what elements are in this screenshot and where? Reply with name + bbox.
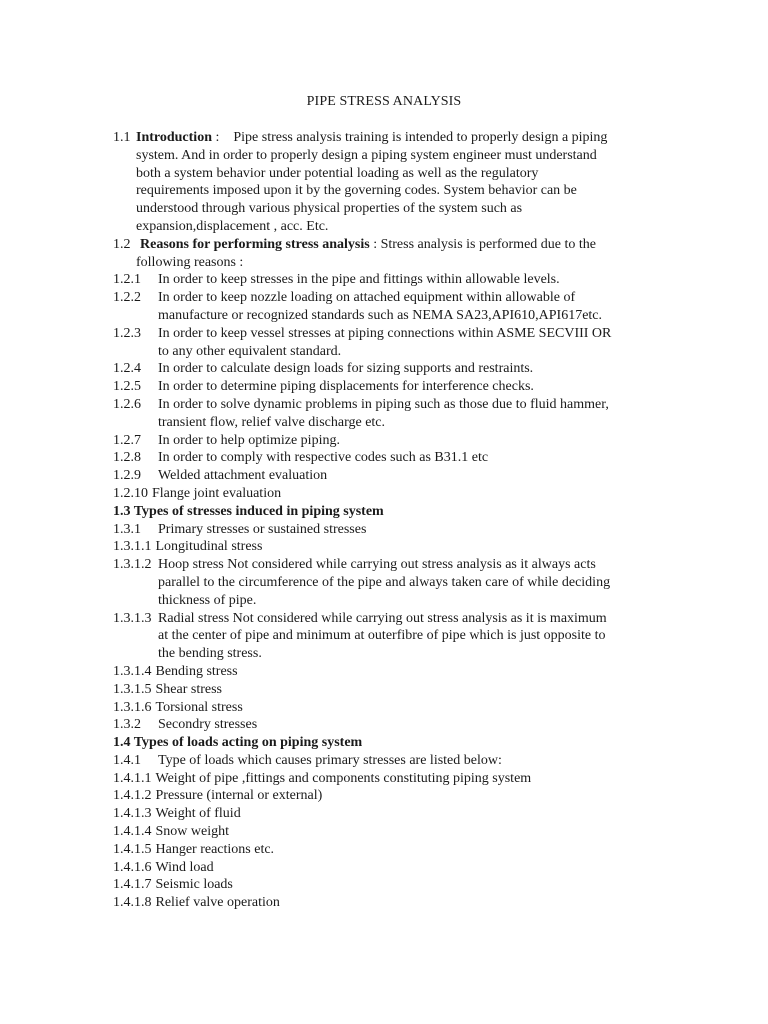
list-item <box>113 752 653 770</box>
item-number: 1.4.1.2 <box>113 788 152 804</box>
item-number: 1.4.1.6 <box>113 859 152 875</box>
item-number: 1.2.3 <box>113 325 141 341</box>
list-item <box>113 823 653 841</box>
item-number: 1.2.1 <box>113 272 141 288</box>
list-item-continuation <box>113 592 653 610</box>
item-number: 1.2.7 <box>113 432 141 448</box>
item-number: 1.3.1.5 <box>113 681 152 697</box>
paragraph-line: following reasons : <box>136 254 244 270</box>
item-number <box>113 592 158 610</box>
section-1-2 <box>113 236 653 254</box>
heading-separator: : <box>369 236 381 252</box>
paragraph-line: requirements imposed upon it by the governing codes. System behavior can be <box>136 183 577 199</box>
item-text: transient flow, relief valve discharge etc. <box>158 414 386 430</box>
section-number: 1.1 <box>113 130 131 145</box>
item-number: 1.3.1.3 <box>113 610 152 626</box>
list-item <box>113 681 653 699</box>
list-item <box>113 663 653 681</box>
item-text: In order to keep stresses in the pipe and fittings within allowable levels. <box>158 272 560 288</box>
item-text: Shear stress <box>155 681 222 697</box>
item-number <box>113 574 158 592</box>
section-1-1 <box>113 129 653 147</box>
list-item <box>113 770 653 788</box>
list-item <box>113 610 653 628</box>
paragraph-line: Pipe stress analysis training is intended to properly design a piping <box>233 130 608 145</box>
section-heading: 1.4 Types of loads acting on piping system <box>113 735 363 751</box>
item-text: Primary stresses or sustained stresses <box>158 521 367 537</box>
list-item <box>113 859 653 877</box>
list-item <box>113 521 653 539</box>
paragraph-line: expansion,displacement , acc. Etc. <box>136 218 329 234</box>
paragraph-line: Stress analysis is performed due to the <box>380 236 596 252</box>
list-item <box>113 325 653 343</box>
item-number: 1.4.1.3 <box>113 806 152 822</box>
list-item-continuation <box>113 414 653 432</box>
list-item <box>113 805 653 823</box>
item-number <box>113 414 158 432</box>
item-number: 1.2.5 <box>113 379 141 395</box>
item-number: 1.2.2 <box>113 290 141 306</box>
item-text: thickness of pipe. <box>158 592 257 608</box>
item-number: 1.4.1.7 <box>113 877 152 893</box>
list-item <box>113 699 653 717</box>
item-text: In order to keep vessel stresses at piping connections within ASME SECVIII OR <box>158 325 612 341</box>
list-item <box>113 876 653 894</box>
item-text: Flange joint evaluation <box>152 485 282 501</box>
list-item <box>113 556 653 574</box>
list-item <box>113 538 653 556</box>
item-number: 1.2.10 <box>113 485 148 501</box>
item-number: 1.2.8 <box>113 450 141 466</box>
item-text: Hanger reactions etc. <box>155 841 275 857</box>
list-item <box>113 449 653 467</box>
item-number <box>113 343 158 361</box>
item-text: Weight of pipe ,fittings and components constituting piping system <box>155 770 532 786</box>
item-text: Pressure (internal or external) <box>155 788 323 804</box>
item-text: Weight of fluid <box>155 806 241 822</box>
list-item <box>113 894 653 912</box>
section-number: 1.2 <box>113 236 131 252</box>
item-number <box>113 645 158 663</box>
list-item <box>113 289 653 307</box>
list-item <box>113 396 653 414</box>
list-item <box>113 271 653 289</box>
list-item-continuation <box>113 645 653 663</box>
document-body <box>113 129 653 912</box>
item-number: 1.3.1.4 <box>113 663 152 679</box>
list-item <box>113 432 653 450</box>
list-item <box>113 467 653 485</box>
reasons-list <box>113 271 653 502</box>
paragraph-line: both a system behavior under potential loading as well as the regulatory <box>136 165 539 181</box>
item-text: Wind load <box>155 859 214 875</box>
section-heading: Reasons for performing stress analysis <box>140 236 370 252</box>
item-number: 1.2.4 <box>113 361 141 377</box>
item-text: Relief valve operation <box>155 895 280 911</box>
list-item <box>113 360 653 378</box>
item-text: Torsional stress <box>155 699 243 715</box>
list-item-continuation <box>113 627 653 645</box>
item-text: the bending stress. <box>158 646 262 662</box>
item-text: In order to calculate design loads for sizing supports and restraints. <box>158 361 534 377</box>
item-number: 1.3.2 <box>113 717 141 733</box>
item-text: Hoop stress Not considered while carrying out stress analysis as it always acts <box>158 557 596 573</box>
heading-separator: : <box>211 130 234 145</box>
list-item <box>113 787 653 805</box>
item-text: parallel to the circumference of the pipe and always taken care of while deciding <box>158 574 611 590</box>
loads-list <box>113 752 653 912</box>
paragraph-line: system. And in order to properly design a piping system engineer must understand <box>136 147 597 163</box>
item-number: 1.2.6 <box>113 396 141 412</box>
item-text: Bending stress <box>155 663 238 679</box>
item-number: 1.2.9 <box>113 468 141 484</box>
list-item <box>113 841 653 859</box>
page-title: PIPE STRESS ANALYSIS <box>306 94 462 109</box>
list-item <box>113 716 653 734</box>
item-text: In order to keep nozzle loading on attached equipment within allowable of <box>158 290 576 306</box>
item-number: 1.4.1.1 <box>113 770 152 786</box>
item-number: 1.4.1.8 <box>113 895 152 911</box>
item-text: to any other equivalent standard. <box>158 343 342 359</box>
item-text: Radial stress Not considered while carrying out stress analysis as it is maximum <box>158 610 607 626</box>
section-heading: Introduction <box>136 130 212 145</box>
item-number <box>113 627 158 645</box>
list-item-continuation <box>113 307 653 325</box>
item-text: Secondry stresses <box>158 717 258 733</box>
item-number: 1.3.1.1 <box>113 539 152 555</box>
item-text: In order to help optimize piping. <box>158 432 340 448</box>
item-text: In order to solve dynamic problems in piping such as those due to fluid hammer, <box>158 396 609 412</box>
item-number <box>113 307 158 325</box>
item-text: Type of loads which causes primary stresses are listed below: <box>158 752 502 768</box>
item-text: manufacture or recognized standards such as NEMA SA23,API610,API617etc. <box>158 307 603 323</box>
item-text: at the center of pipe and minimum at outerfibre of pipe which is just opposite to <box>158 628 606 644</box>
item-number: 1.4.1 <box>113 752 141 768</box>
paragraph-line: understood through various physical properties of the system such as <box>136 201 523 217</box>
list-item-continuation <box>113 343 653 361</box>
item-text: Welded attachment evaluation <box>158 468 328 484</box>
item-number: 1.4.1.5 <box>113 841 152 857</box>
list-item-continuation <box>113 574 653 592</box>
item-number: 1.3.1.2 <box>113 557 152 573</box>
stresses-list <box>113 521 653 735</box>
item-text: Longitudinal stress <box>155 539 263 555</box>
item-text: Snow weight <box>155 824 229 840</box>
item-text: Seismic loads <box>155 877 233 893</box>
section-heading: 1.3 Types of stresses induced in piping system <box>113 503 384 519</box>
item-number: 1.3.1.6 <box>113 699 152 715</box>
item-text: In order to comply with respective codes such as B31.1 etc <box>158 450 489 466</box>
item-text: In order to determine piping displacements for interference checks. <box>158 379 534 395</box>
list-item <box>113 485 653 503</box>
list-item <box>113 378 653 396</box>
item-number: 1.4.1.4 <box>113 824 152 840</box>
item-number: 1.3.1 <box>113 521 141 537</box>
